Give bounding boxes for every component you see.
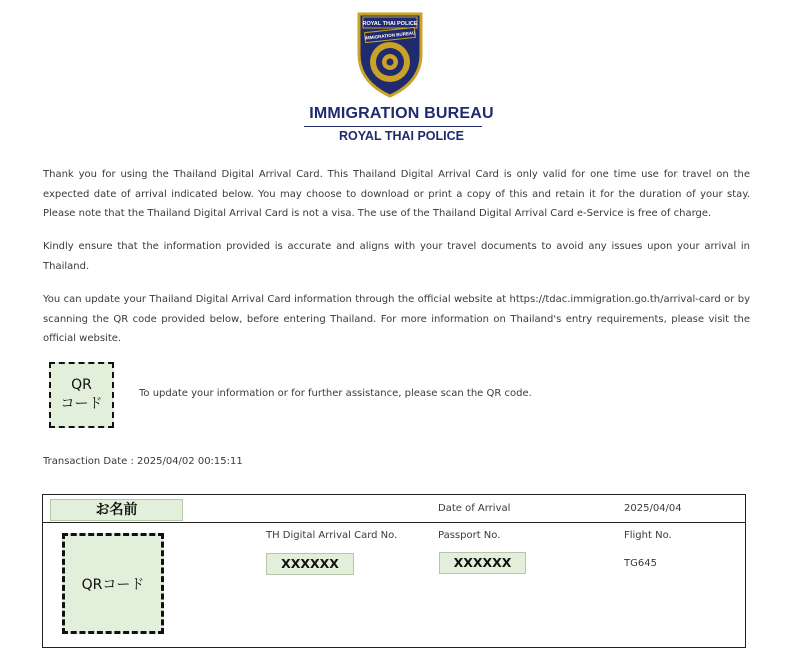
qr-instruction: To update your information or for further assistance, please scan the QR code.: [139, 388, 532, 399]
date-of-arrival-label: Date of Arrival: [438, 503, 511, 514]
traveler-name: お名前: [50, 499, 183, 521]
bureau-subtitle: ROYAL THAI POLICE: [338, 129, 465, 143]
passport-number-label: Passport No.: [438, 530, 501, 541]
emblem-top-text: ROYAL THAI POLICE: [362, 21, 418, 27]
transaction-date: Transaction Date : 2025/04/02 00:15:11: [43, 456, 243, 467]
bureau-divider: [304, 126, 482, 127]
bureau-title: IMMIGRATION BUREAU: [309, 105, 494, 122]
immigration-emblem-icon: [353, 8, 427, 98]
qr-big-label: QRコード: [81, 576, 145, 593]
card-edge: [745, 494, 746, 523]
intro-paragraph: Thank you for using the Thailand Digital Arrival Card. This Thailand Digital Arrival Card is only valid for one time use for travel on the expected date of arrival indicated below. You may choose to download or print a copy of this and retain it for the duration of your stay. Please note that the Thailand Digital Arrival Card is not a visa. The use of the Thailand Digital Arrival Card e-Service is free of charge.: [43, 169, 750, 219]
card-qr-code[interactable]: [62, 533, 164, 634]
flight-number-label: Flight No.: [624, 530, 672, 541]
date-of-arrival-value: 2025/04/04: [624, 503, 682, 514]
tdac-number-label: TH Digital Arrival Card No.: [266, 530, 398, 541]
emblem-middle-text: IMMIGRATION BUREAU: [364, 30, 416, 41]
update-paragraph: You can update your Thailand Digital Arrival Card information through the official website at https://tdac.immigration.go.th/arrival-card or by scanning the QR code provided below, before entering Thailand. For more information on Thailand's entry requirements, please visit the official website.: [43, 294, 750, 344]
flight-number-value: TG645: [624, 558, 657, 569]
update-qr-code[interactable]: [49, 362, 114, 428]
qr-small-label: QR コード: [60, 377, 103, 412]
tdac-number-value: XXXXXX: [266, 553, 354, 575]
passport-number-value: XXXXXX: [439, 552, 526, 574]
accuracy-paragraph: Kindly ensure that the information provided is accurate and aligns with your travel documents to avoid any issues upon your arrival in Thailand.: [43, 241, 750, 272]
card-divider: [42, 522, 746, 523]
